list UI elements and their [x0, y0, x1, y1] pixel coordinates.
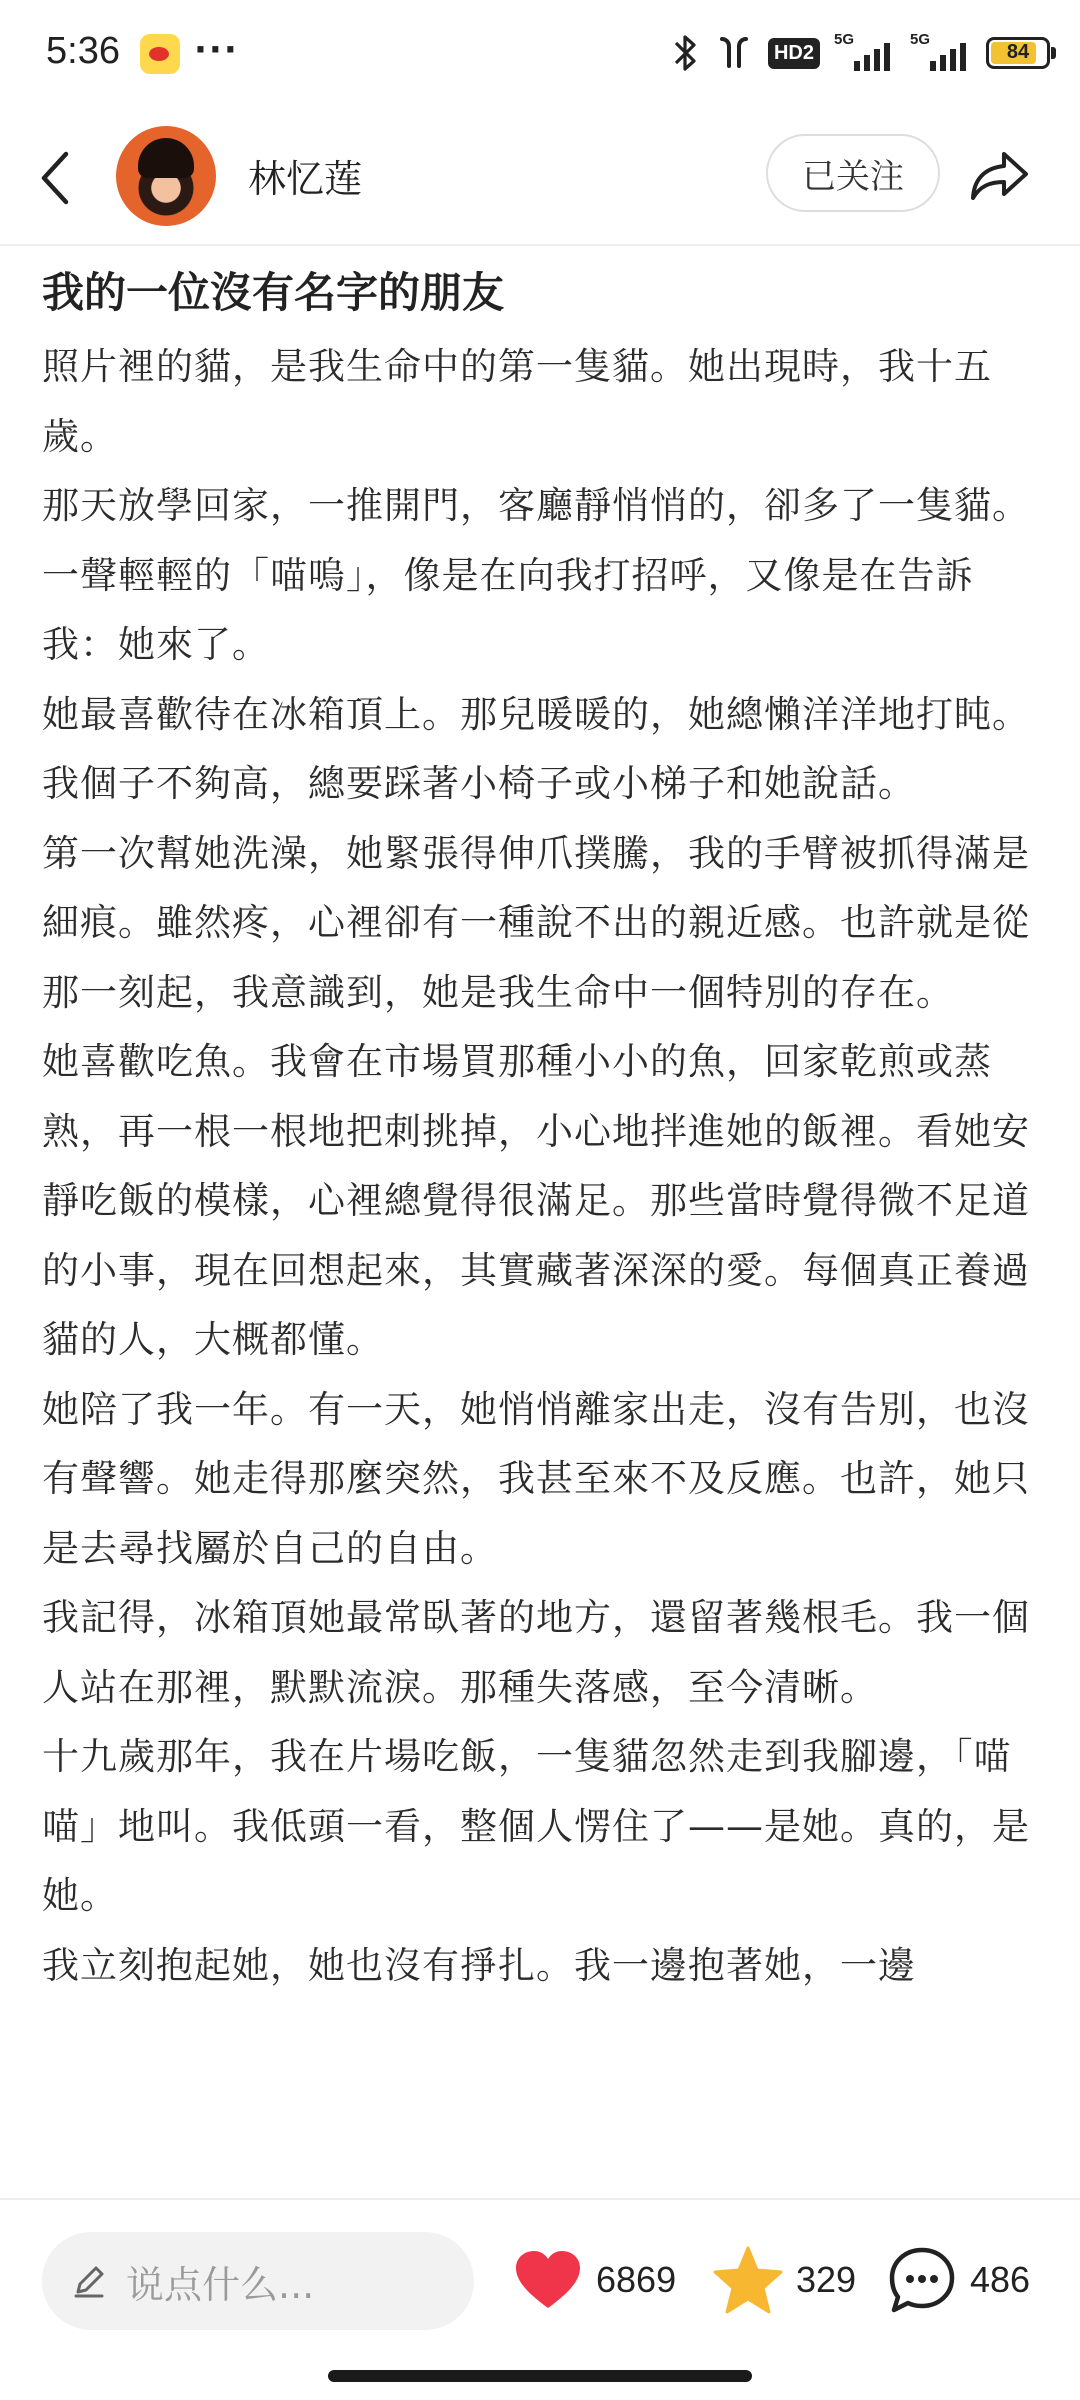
favorite-count: 329	[796, 2259, 857, 2300]
article-paragraph: 那天放學回家，一推開門，客廳靜悄悄的，卻多了一隻貓。一聲輕輕的「喵嗚」，像是在向我打招呼，又像是在告訴我：她來了。	[42, 484, 1030, 666]
pencil-icon	[70, 2262, 108, 2300]
heart-icon	[512, 2248, 584, 2312]
comment-button[interactable]	[886, 2240, 1030, 2320]
article-paragraph: 她陪了我一年。有一天，她悄悄離家出走，沒有告別，也沒有聲響。她走得那麼突然，我甚至來不及反應。也許，她只是去尋找屬於自己的自由。	[42, 1387, 1030, 1570]
following-button[interactable]: 已关注	[766, 134, 940, 212]
username[interactable]: 林忆莲	[248, 157, 363, 201]
comment-input[interactable]	[42, 2232, 474, 2330]
avatar[interactable]	[116, 126, 216, 226]
back-icon[interactable]	[36, 146, 76, 210]
sim2-network-label: 5G	[910, 31, 931, 48]
star-icon	[712, 2245, 784, 2315]
status-bar	[0, 0, 1080, 110]
home-indicator[interactable]	[328, 2370, 752, 2382]
profile-header	[0, 110, 1080, 246]
share-icon[interactable]	[968, 144, 1032, 208]
article-paragraph: 十九歲那年，我在片場吃飯，一隻貓忽然走到我腳邊，「喵喵」地叫。我低頭一看，整個人愣住了——是她。真的，是她。	[42, 1735, 1030, 1917]
comment-count: 486	[970, 2259, 1031, 2300]
signal-sim1-icon	[834, 33, 896, 73]
signal-sim2-icon	[910, 33, 972, 73]
bluetooth-icon	[670, 33, 700, 73]
article-paragraph: 我記得，冰箱頂她最常臥著的地方，還留著幾根毛。我一個人站在那裡，默默流淚。那種失落感，至今清晰。	[42, 1596, 1030, 1709]
more-notifications-icon: ···	[194, 30, 239, 70]
article-paragraph: 我立刻抱起她，她也沒有掙扎。我一邊抱著她，一邊	[42, 1943, 916, 1987]
article-title: 我的一位沒有名字的朋友	[42, 268, 505, 317]
like-count: 6869	[596, 2259, 677, 2300]
comment-bubble-icon	[886, 2244, 958, 2316]
earbuds-icon	[714, 33, 754, 73]
favorite-button[interactable]	[712, 2240, 856, 2320]
comment-placeholder: 说点什么...	[126, 2262, 315, 2307]
article-paragraph: 她喜歡吃魚。我會在市場買那種小小的魚，回家乾煎或蒸熟，再一根一根地把刺挑掉，小心地拌進她的飯裡。看她安靜吃飯的模樣，心裡總覺得很滿足。那些當時覺得微不足道的小事，現在回想起來，其實藏著深深的愛。每個真正養過貓的人，大概都懂。	[42, 1040, 1030, 1361]
article-paragraph: 第一次幫她洗澡，她緊張得伸爪撲騰，我的手臂被抓得滿是細痕。雖然疼，心裡卻有一種說不出的親近感。也許就是從那一刻起，我意識到，她是我生命中一個特別的存在。	[42, 831, 1030, 1014]
sim1-network-label: 5G	[834, 31, 855, 48]
weibo-notification-icon	[140, 34, 180, 74]
hd-voice-badge: HD2	[768, 38, 820, 69]
like-button[interactable]	[512, 2240, 676, 2320]
battery-level: 84	[1006, 41, 1030, 63]
article-paragraph: 照片裡的貓，是我生命中的第一隻貓。她出現時，我十五歲。	[42, 345, 992, 458]
bottom-action-bar	[0, 2198, 1080, 2400]
article	[42, 262, 1042, 2000]
article-paragraph: 她最喜歡待在冰箱頂上。那兒暖暖的，她總懶洋洋地打盹。我個子不夠高，總要踩著小椅子或小梯子和她說話。	[42, 692, 1030, 805]
status-time: 5:36	[46, 30, 120, 72]
battery-icon	[986, 37, 1050, 69]
